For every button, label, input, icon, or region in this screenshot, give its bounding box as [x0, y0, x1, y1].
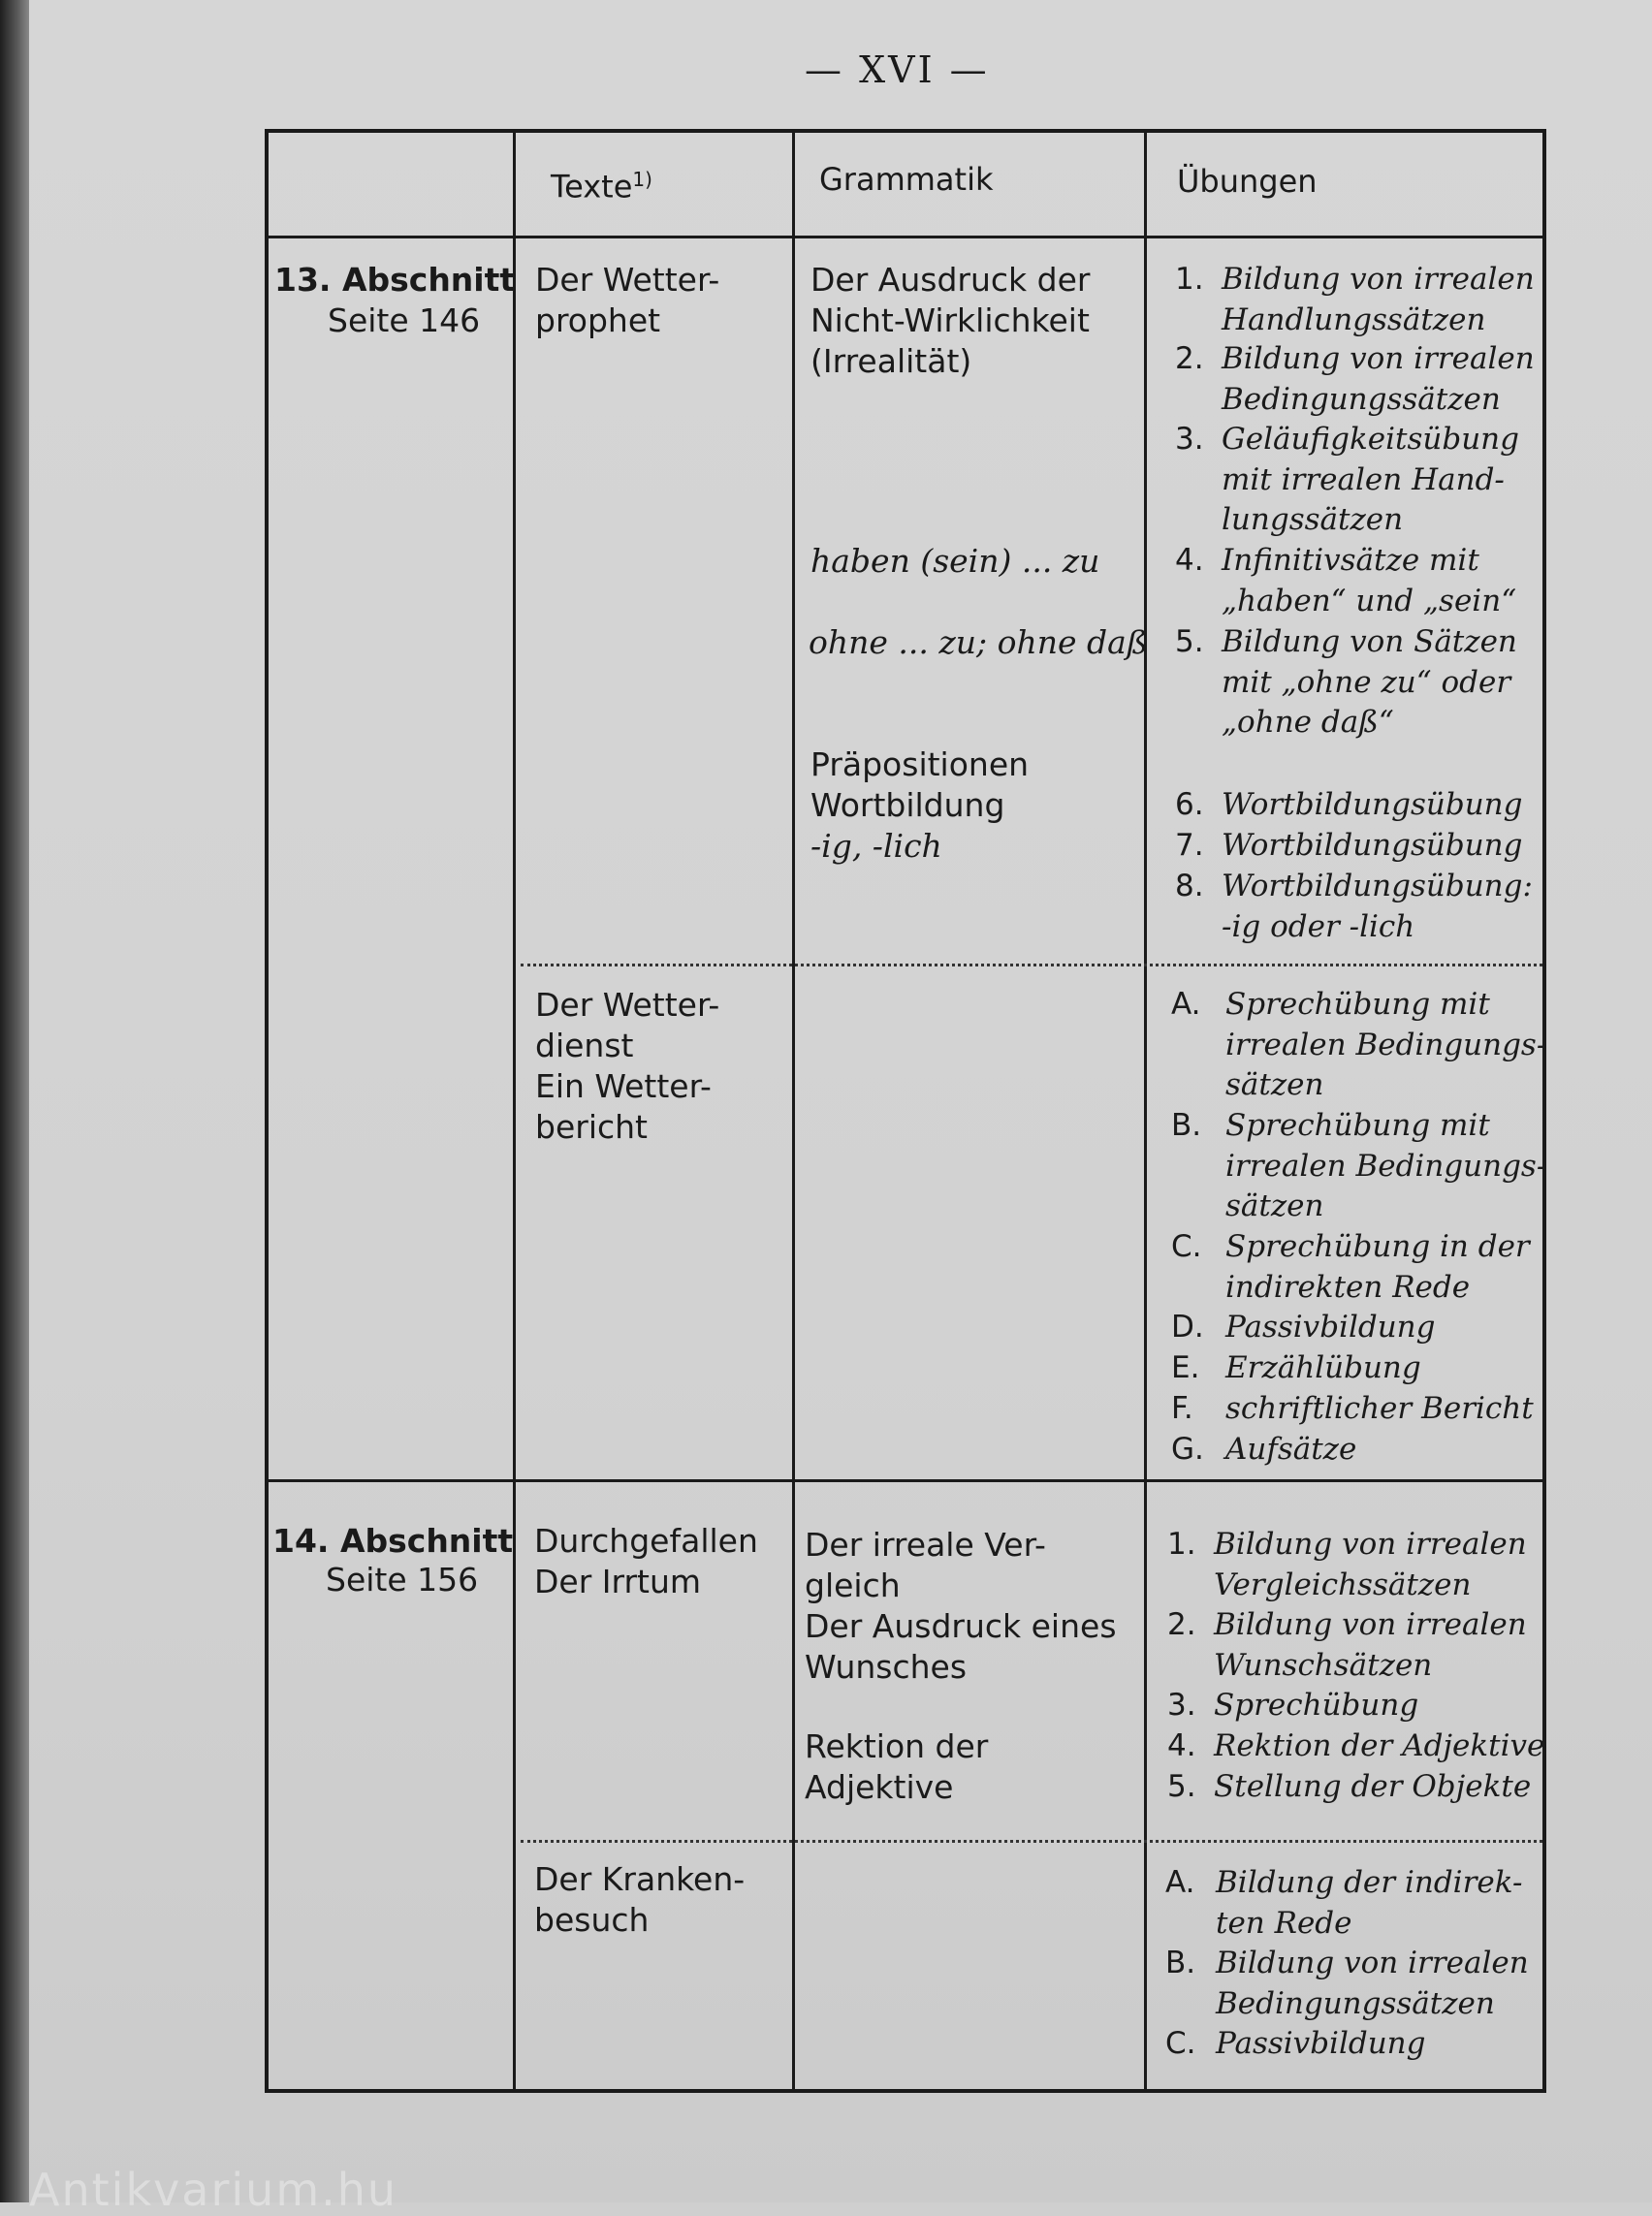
exercise-line: Bildung von irrealen	[1214, 1607, 1527, 1642]
grammatik-line: Wortbildung	[810, 786, 1005, 824]
grammatik-line: haben (sein) ... zu	[810, 542, 1100, 580]
texte-line: Der Irrtum	[534, 1563, 702, 1600]
header-texte-label: Texte	[551, 168, 633, 206]
header-uebungen: Übungen	[1177, 163, 1318, 200]
exercise-line: Handlungssätzen	[1222, 301, 1486, 337]
texte-line: Ein Wetter-	[535, 1067, 712, 1105]
grammatik-line: Der irreale Ver-	[805, 1526, 1046, 1564]
header-divider	[269, 236, 1542, 238]
exercise-number: 5.	[1167, 1769, 1196, 1804]
page-number: — XVI —	[805, 48, 990, 91]
texte-line: bericht	[535, 1108, 648, 1146]
column-divider-2	[792, 133, 795, 2089]
exercise-line: Wortbildungsübung	[1222, 828, 1523, 863]
exercise-number: D.	[1171, 1310, 1204, 1345]
exercise-line: Sprechübung in der	[1225, 1229, 1530, 1264]
grammatik-line: -ig, -lich	[810, 827, 942, 865]
texte-entry	[534, 1859, 745, 1941]
grammatik-line: Nicht-Wirklichkeit	[810, 301, 1090, 339]
exercise-line: „haben“ und „sein“	[1222, 583, 1517, 618]
exercise-number: 1.	[1175, 262, 1204, 297]
exercise-line: irrealen Bedingungs-	[1225, 1027, 1547, 1062]
exercise-line: mit irrealen Hand-	[1222, 461, 1505, 497]
texte-line: prophet	[535, 301, 661, 339]
exercise-line: indirekten Rede	[1225, 1269, 1471, 1305]
section-page: Seite 156	[326, 1561, 479, 1599]
grammatik-line: Der Ausdruck der	[810, 261, 1091, 299]
subsection-dotted-divider	[521, 964, 1542, 966]
texte-line: besuch	[534, 1901, 650, 1939]
exercise-number: B.	[1165, 1946, 1196, 1980]
exercise-number: 8.	[1175, 869, 1204, 903]
exercise-line: Vergleichssätzen	[1214, 1567, 1472, 1602]
exercise-number: G.	[1171, 1432, 1204, 1467]
exercise-line: Bildung der indirek-	[1216, 1865, 1523, 1900]
exercise-line: Erzählübung	[1225, 1350, 1421, 1385]
exercise-number: 2.	[1175, 341, 1204, 376]
exercise-number: 7.	[1175, 828, 1204, 863]
grammatik-block	[805, 1726, 988, 1808]
exercise-line: Geläufigkeitsübung	[1222, 422, 1519, 457]
exercise-line: Bildung von irrealen	[1216, 1946, 1529, 1980]
exercise-line: lungssätzen	[1222, 502, 1404, 537]
exercise-line: sätzen	[1225, 1188, 1324, 1223]
subsection-dotted-divider	[521, 1840, 1542, 1843]
grammatik-line: Präpositionen	[810, 745, 1030, 783]
exercise-line: sätzen	[1225, 1067, 1324, 1102]
texte-line: dienst	[535, 1027, 634, 1064]
exercise-number: 4.	[1167, 1728, 1196, 1763]
texte-entry	[535, 985, 719, 1148]
texte-line: Durchgefallen	[534, 1522, 758, 1560]
exercise-number: F.	[1171, 1391, 1193, 1426]
column-divider-1	[513, 133, 516, 2089]
exercise-number: 5.	[1175, 624, 1204, 659]
exercise-line: Wortbildungsübung	[1222, 787, 1523, 822]
exercise-line: Wortbildungsübung:	[1222, 869, 1533, 903]
grammatik-line: (Irrealität)	[810, 342, 972, 380]
texte-entry	[535, 260, 719, 341]
exercise-line: Infinitivsätze mit	[1222, 543, 1479, 578]
exercise-line: Bildung von irrealen	[1222, 262, 1535, 297]
grammatik-line: gleich	[805, 1567, 901, 1604]
footnote-marker: 1)	[632, 168, 652, 191]
section-title: 13. Abschnitt	[274, 261, 516, 299]
header-texte	[551, 159, 652, 207]
exercise-line: ten Rede	[1216, 1905, 1352, 1941]
exercise-line: „ohne daß“	[1222, 705, 1394, 740]
exercise-number: E.	[1171, 1350, 1200, 1385]
exercise-number: A.	[1171, 987, 1201, 1022]
exercise-number: 3.	[1175, 422, 1204, 457]
section-title: 14. Abschnitt	[272, 1522, 514, 1560]
section-divider	[269, 1479, 1542, 1482]
exercise-number: B.	[1171, 1108, 1202, 1143]
exercise-number: 6.	[1175, 787, 1204, 822]
exercise-line: Passivbildung	[1216, 2026, 1426, 2061]
exercise-line: Passivbildung	[1225, 1310, 1436, 1345]
exercise-line: Rektion der Adjektive	[1214, 1728, 1545, 1763]
header-grammatik: Grammatik	[819, 161, 994, 198]
section-page: Seite 146	[328, 301, 481, 339]
exercise-line: Sprechübung	[1214, 1688, 1419, 1723]
grammatik-line: Adjektive	[805, 1768, 954, 1806]
column-divider-3	[1144, 133, 1147, 2089]
exercise-number: 1.	[1167, 1527, 1196, 1562]
exercise-number: 3.	[1167, 1688, 1196, 1723]
grammatik-block	[810, 260, 1090, 382]
exercise-number: A.	[1165, 1865, 1195, 1900]
grammatik-line: Wunsches	[805, 1648, 968, 1686]
exercise-number: 2.	[1167, 1607, 1196, 1642]
exercise-line: Bildung von irrealen	[1214, 1527, 1527, 1562]
exercise-line: Aufsätze	[1225, 1432, 1357, 1467]
grammatik-line: ohne ... zu; ohne daß	[809, 623, 1148, 661]
exercise-line: Stellung der Objekte	[1214, 1769, 1532, 1804]
exercise-line: Bedingungssätzen	[1222, 381, 1501, 417]
exercise-line: Bedingungssätzen	[1216, 1985, 1495, 2021]
texte-line: Der Kranken-	[534, 1860, 746, 1898]
exercise-number: C.	[1171, 1229, 1202, 1264]
exercise-line: Sprechübung mit	[1225, 987, 1490, 1022]
exercise-line: Bildung von Sätzen	[1222, 624, 1517, 659]
texte-entry	[534, 1521, 758, 1602]
grammatik-block	[805, 1525, 1117, 1688]
grammatik-block	[810, 744, 1029, 826]
exercise-line: -ig oder -lich	[1222, 908, 1415, 944]
book-spine-shadow	[0, 0, 29, 2202]
exercise-number: 4.	[1175, 543, 1204, 578]
exercise-line: schriftlicher Bericht	[1225, 1391, 1534, 1426]
texte-line: Der Wetter-	[535, 261, 720, 299]
exercise-line: Bildung von irrealen	[1222, 341, 1535, 376]
exercise-number: C.	[1165, 2026, 1196, 2061]
exercise-line: irrealen Bedingungs-	[1225, 1148, 1547, 1184]
exercise-line: Wunschsätzen	[1214, 1647, 1433, 1683]
grammatik-line: Der Ausdruck eines	[805, 1607, 1117, 1645]
grammatik-line: Rektion der	[805, 1727, 989, 1765]
exercise-line: Sprechübung mit	[1225, 1108, 1490, 1143]
texte-line: Der Wetter-	[535, 986, 720, 1024]
exercise-line: mit „ohne zu“ oder	[1222, 664, 1511, 700]
watermark-logo: Antikvarium.hu	[29, 2164, 398, 2216]
